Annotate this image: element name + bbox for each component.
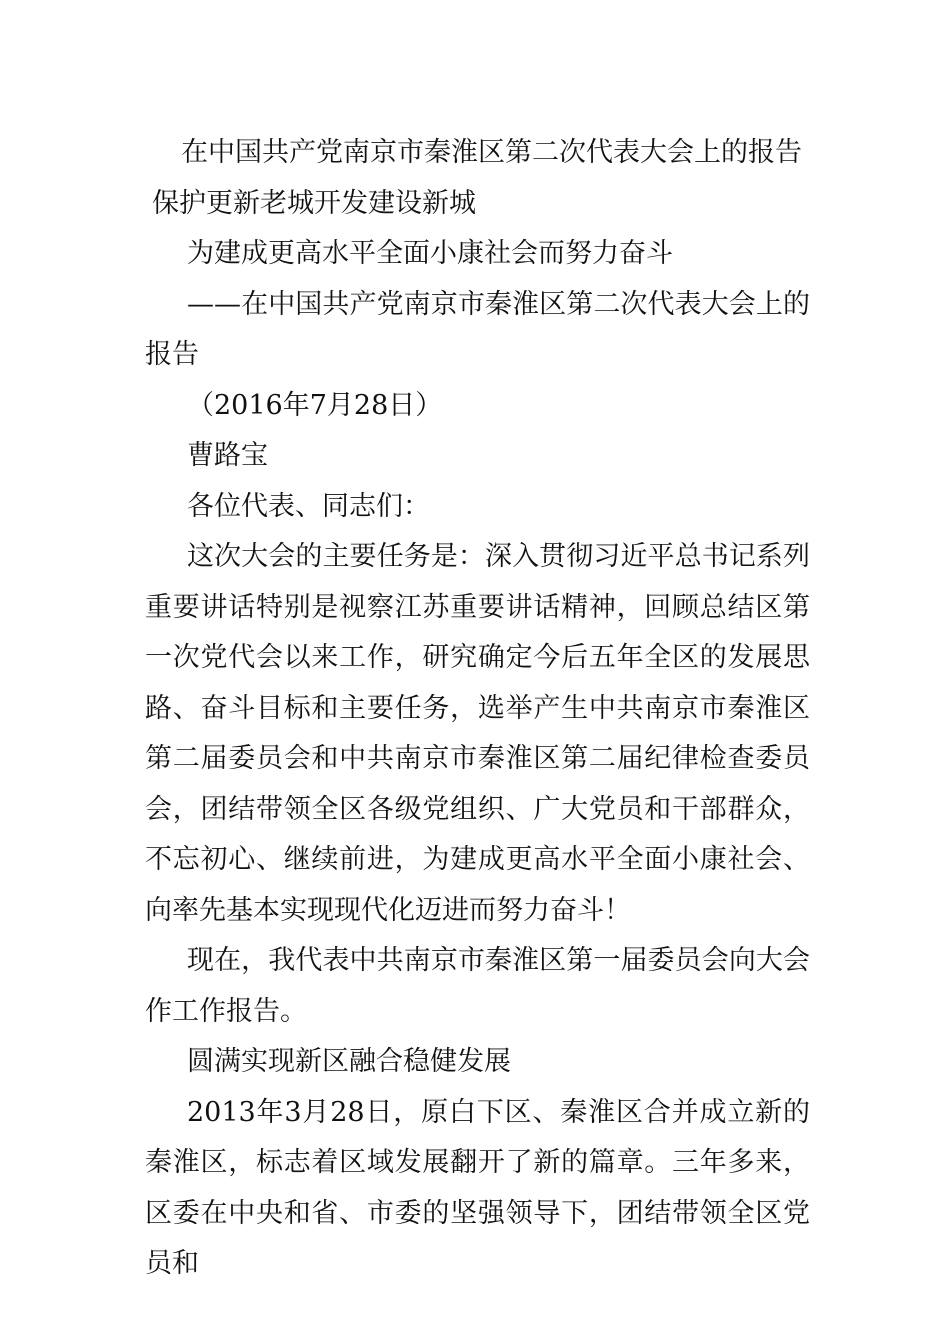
document-body — [145, 128, 810, 1290]
body-paragraph: 现在，我代表中共南京市秦淮区第一届委员会向大会作工作报告。 — [145, 945, 810, 1027]
report-heading: 在中国共产党南京市秦淮区第二次代表大会上的报告 — [181, 137, 802, 168]
body-paragraph: 这次大会的主要任务是：深入贯彻习近平总书记系列重要讲话特别是视察江苏重要讲话精神，回顾总结区第一次党代会以来工作，研究确定今后五年全区的发展思路、奋斗目标和主要任务，选举产生中共南京市秦淮区第二届委员会和中共南京市秦淮区第二届纪律检查委员会，团结带领全区各级党组织、广大党员和干部群众，不忘初心、继续前进，为建成更高水平全面小康社会、向率先基本实现现代化迈进而努力奋斗！ — [145, 541, 810, 926]
body-paragraph: 2013年3月28日，原白下区、秦淮区合并成立新的秦淮区，标志着区域发展翻开了新的篇章。三年多来，区委在中央和省、市委的坚强领导下，团结带领全区党员和 — [145, 1096, 810, 1279]
section-heading: 圆满实现新区融合稳健发展 — [187, 1046, 511, 1077]
salutation: 各位代表、同志们： — [187, 490, 430, 522]
report-author: 曹路宝 — [187, 440, 268, 471]
report-slogan: 保护更新老城开发建设新城 — [152, 187, 476, 219]
report-date: （2016年7月28日） — [187, 389, 443, 421]
report-subtitle: ——在中国共产党南京市秦淮区第二次代表大会上的报告 — [145, 288, 810, 370]
report-main-title: 为建成更高水平全面小康社会而努力奋斗 — [187, 238, 673, 269]
